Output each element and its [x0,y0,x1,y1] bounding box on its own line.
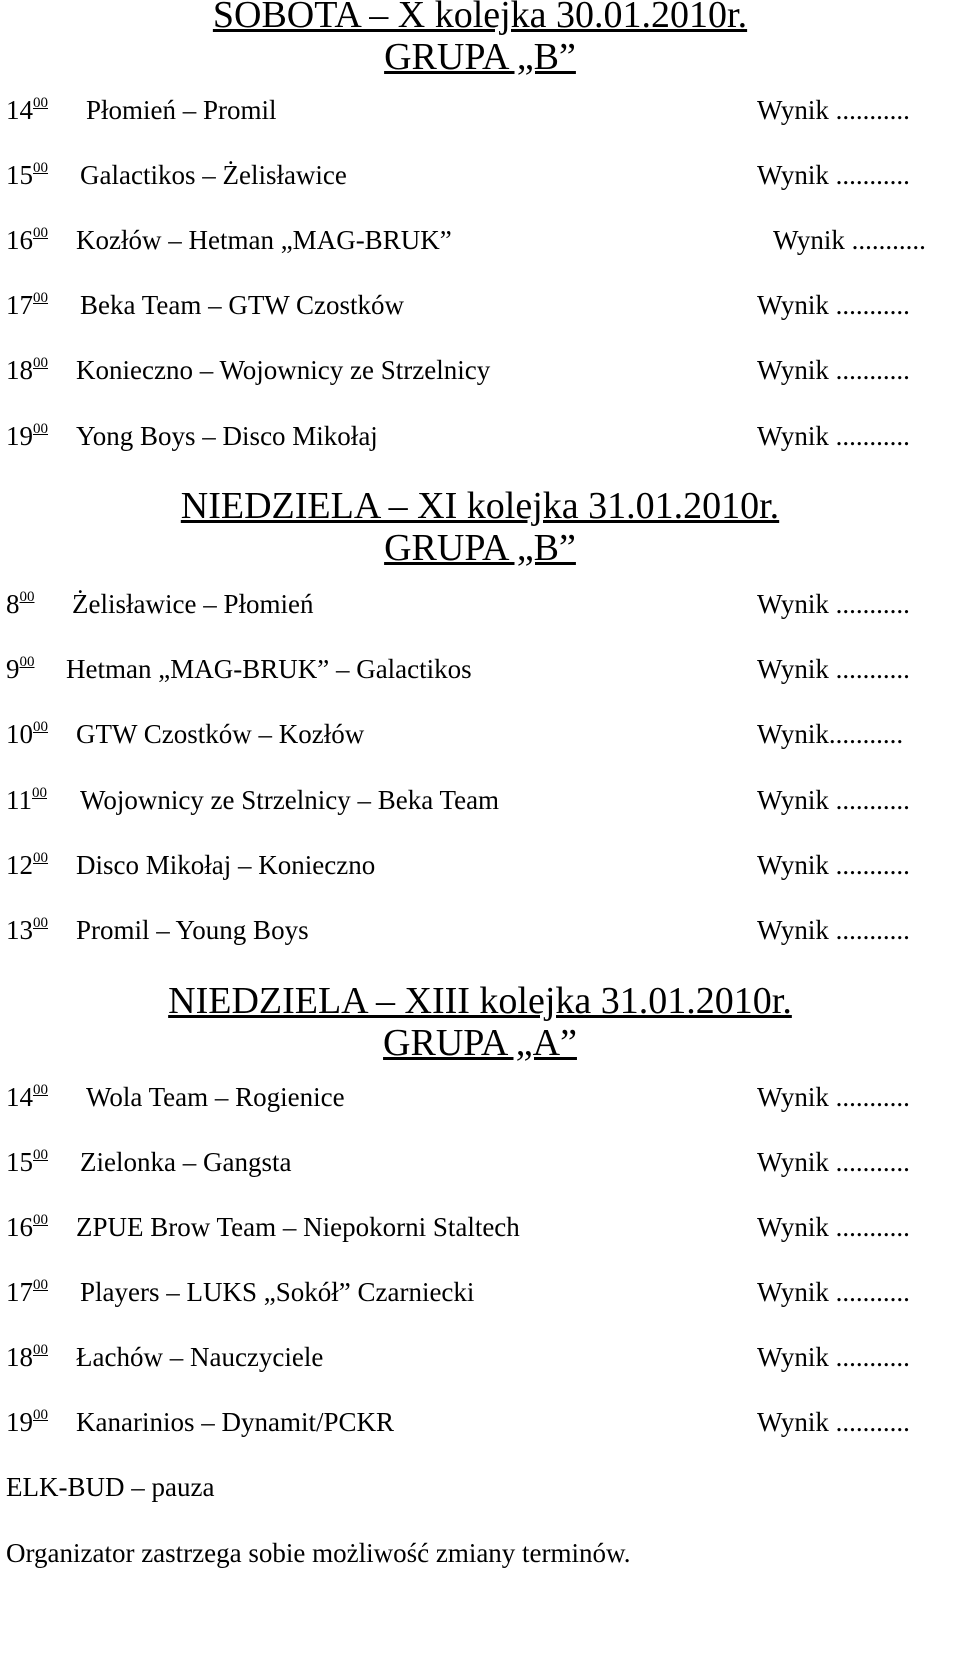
match-row [0,1337,960,1377]
match-teams: Kozłów – Hetman „MAG-BRUK” [76,225,452,255]
match-row [0,1402,960,1442]
match-teams: Beka Team – GTW Czostków [80,290,405,320]
match-row [0,780,960,820]
match-result: Wynik ........... [757,95,910,125]
match-teams: GTW Czostków – Kozłów [76,719,365,749]
group-title-b: GRUPA „B” [384,36,576,78]
match-time: $11^{00}$ [6,785,47,815]
match-teams: Promil – Young Boys [76,915,309,945]
pause-note: ELK-BUD – pauza [6,1472,215,1502]
match-row [0,155,960,195]
match-result: Wynik ........... [757,1147,910,1177]
organizer-note: Organizator zastrzega sobie możliwość zmiany terminów. [6,1538,631,1568]
match-time: $19^{00}$ [6,421,48,451]
section-title-sunday-xiii: NIEDZIELA – XIII kolejka 31.01.2010r. [168,980,792,1022]
match-row [0,910,960,950]
match-result: Wynik ........... [757,421,910,451]
match-row [0,845,960,885]
match-time: $17^{00}$ [6,1277,48,1307]
match-teams: Hetman „MAG-BRUK” – Galactikos [66,654,472,684]
match-time: $15^{00}$ [6,160,48,190]
match-teams: Konieczno – Wojownicy ze Strzelnicy [76,355,491,385]
match-teams: Disco Mikołaj – Konieczno [76,850,376,880]
match-result: Wynik ........... [757,160,910,190]
match-result: Wynik ........... [757,1342,910,1372]
match-row [0,714,960,754]
match-time: $16^{00}$ [6,225,48,255]
match-result: Wynik ........... [757,915,910,945]
match-row [0,90,960,130]
match-result: Wynik ........... [757,654,910,684]
match-time: $10^{00}$ [6,719,48,749]
match-time: $14^{00}$ [6,1082,48,1112]
match-row [0,1142,960,1182]
match-time: $19^{00}$ [6,1407,48,1437]
section-title-sunday-xi: NIEDZIELA – XI kolejka 31.01.2010r. [180,485,780,527]
match-result: Wynik ........... [757,290,910,320]
match-teams: ZPUE Brow Team – Niepokorni Staltech [76,1212,520,1242]
match-time: $18^{00}$ [6,1342,48,1372]
match-teams: Żelisławice – Płomień [72,589,314,619]
section-title-saturday: SOBOTA – X kolejka 30.01.2010r. [212,0,748,36]
match-teams: Galactikos – Żelisławice [80,160,347,190]
match-teams: Łachów – Nauczyciele [76,1342,324,1372]
match-result: Wynik ........... [757,785,910,815]
match-row [0,649,960,689]
match-row [0,1207,960,1247]
match-teams: Zielonka – Gangsta [80,1147,292,1177]
match-result: Wynik ........... [757,589,910,619]
match-row [0,584,960,624]
match-result: Wynik ........... [757,1212,910,1242]
match-result: Wynik ........... [757,850,910,880]
match-time: $13^{00}$ [6,915,48,945]
match-result: Wynik ........... [757,1407,910,1437]
match-time: $15^{00}$ [6,1147,48,1177]
match-time: $8^{00}$ [6,589,35,619]
group-title-a: GRUPA „A” [383,1022,577,1064]
match-teams: Kanarinios – Dynamit/PCKR [76,1407,394,1437]
match-teams: Płomień – Promil [86,95,277,125]
match-row [0,220,960,260]
match-result: Wynik ........... [757,1082,910,1112]
match-teams: Wola Team – Rogienice [86,1082,345,1112]
match-time: $9^{00}$ [6,654,35,684]
match-teams: Wojownicy ze Strzelnicy – Beka Team [80,785,500,815]
match-row [0,285,960,325]
match-time: $16^{00}$ [6,1212,48,1242]
match-time: $17^{00}$ [6,290,48,320]
match-result: Wynik ........... [757,355,910,385]
match-row [0,1077,960,1117]
match-row [0,350,960,390]
match-time: $18^{00}$ [6,355,48,385]
match-row [0,416,960,456]
match-result: Wynik ........... [757,1277,910,1307]
match-row [0,1272,960,1312]
match-teams: Players – LUKS „Sokół” Czarniecki [80,1277,475,1307]
match-time: $14^{00}$ [6,95,48,125]
match-teams: Yong Boys – Disco Mikołaj [76,421,378,451]
match-time: $12^{00}$ [6,850,48,880]
group-title-b: GRUPA „B” [384,527,576,569]
match-result: Wynik ........... [773,225,926,255]
match-result: Wynik........... [757,719,904,749]
